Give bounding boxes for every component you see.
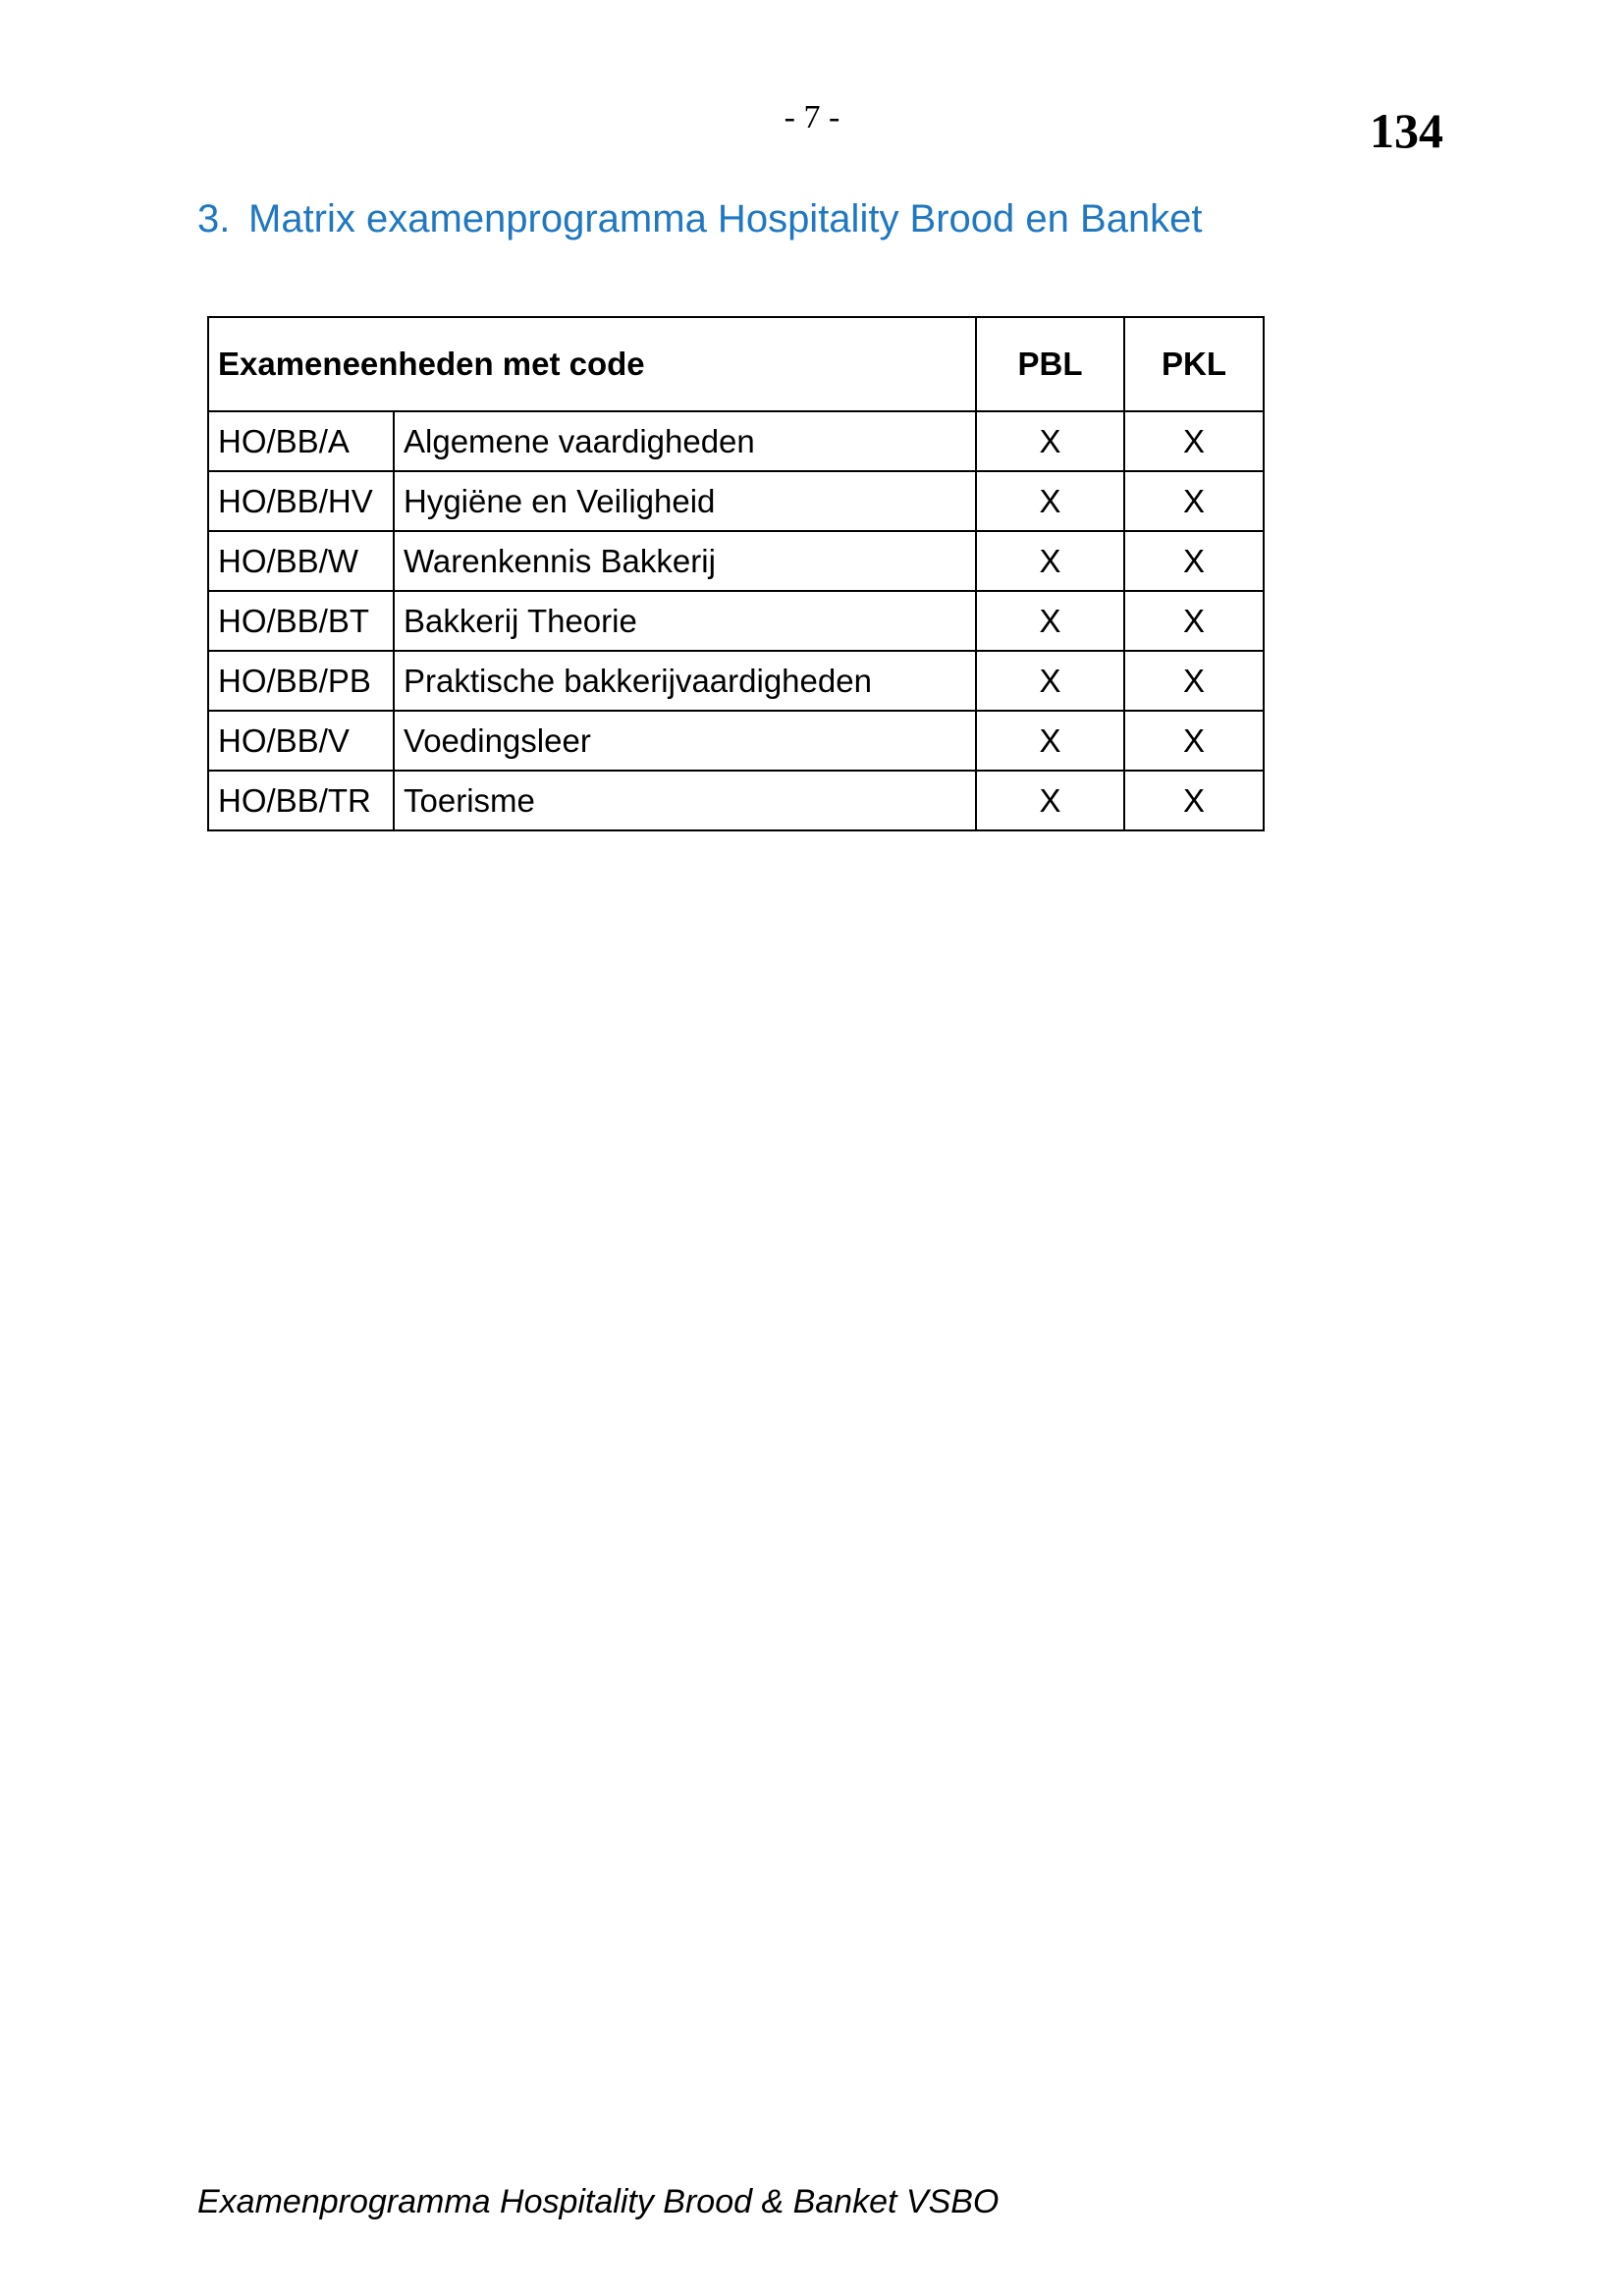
- pkl-mark: X: [1124, 711, 1264, 771]
- header-exam-units: Exameneenheden met code: [208, 317, 976, 411]
- section-number: 3.: [197, 197, 231, 240]
- pbl-mark: X: [976, 471, 1124, 531]
- header-pkl: PKL: [1124, 317, 1264, 411]
- unit-code: HO/BB/HV: [208, 471, 394, 531]
- unit-code: HO/BB/A: [208, 411, 394, 471]
- exam-matrix-table: [207, 316, 1265, 831]
- unit-code: HO/BB/V: [208, 711, 394, 771]
- unit-name: Voedingsleer: [394, 711, 976, 771]
- unit-name: Algemene vaardigheden: [394, 411, 976, 471]
- table-row: [208, 711, 1264, 771]
- pkl-mark: X: [1124, 471, 1264, 531]
- unit-name: Toerisme: [394, 771, 976, 830]
- page-number: - 7 -: [784, 99, 840, 135]
- section-heading: [197, 195, 1203, 242]
- pbl-mark: X: [976, 711, 1124, 771]
- pbl-mark: X: [976, 771, 1124, 830]
- pbl-mark: X: [976, 651, 1124, 711]
- table-row: [208, 771, 1264, 830]
- table-row: [208, 591, 1264, 651]
- unit-code: HO/BB/W: [208, 531, 394, 591]
- table-row: [208, 411, 1264, 471]
- pkl-mark: X: [1124, 651, 1264, 711]
- pkl-mark: X: [1124, 771, 1264, 830]
- header-pbl: PBL: [976, 317, 1124, 411]
- unit-name: Bakkerij Theorie: [394, 591, 976, 651]
- pbl-mark: X: [976, 411, 1124, 471]
- pbl-mark: X: [976, 531, 1124, 591]
- pbl-mark: X: [976, 591, 1124, 651]
- pkl-mark: X: [1124, 411, 1264, 471]
- table-header-row: [208, 317, 1264, 411]
- unit-code: HO/BB/BT: [208, 591, 394, 651]
- table-row: [208, 531, 1264, 591]
- pkl-mark: X: [1124, 591, 1264, 651]
- document-number: 134: [1370, 103, 1443, 158]
- unit-code: HO/BB/PB: [208, 651, 394, 711]
- page-footer: Examenprogramma Hospitality Brood & Banket VSBO: [197, 2183, 1000, 2220]
- table-row: [208, 651, 1264, 711]
- section-title: Matrix examenprogramma Hospitality Brood en Banket: [248, 197, 1203, 240]
- unit-code: HO/BB/TR: [208, 771, 394, 830]
- unit-name: Warenkennis Bakkerij: [394, 531, 976, 591]
- pkl-mark: X: [1124, 531, 1264, 591]
- table-row: [208, 471, 1264, 531]
- unit-name: Hygiëne en Veiligheid: [394, 471, 976, 531]
- unit-name: Praktische bakkerijvaardigheden: [394, 651, 976, 711]
